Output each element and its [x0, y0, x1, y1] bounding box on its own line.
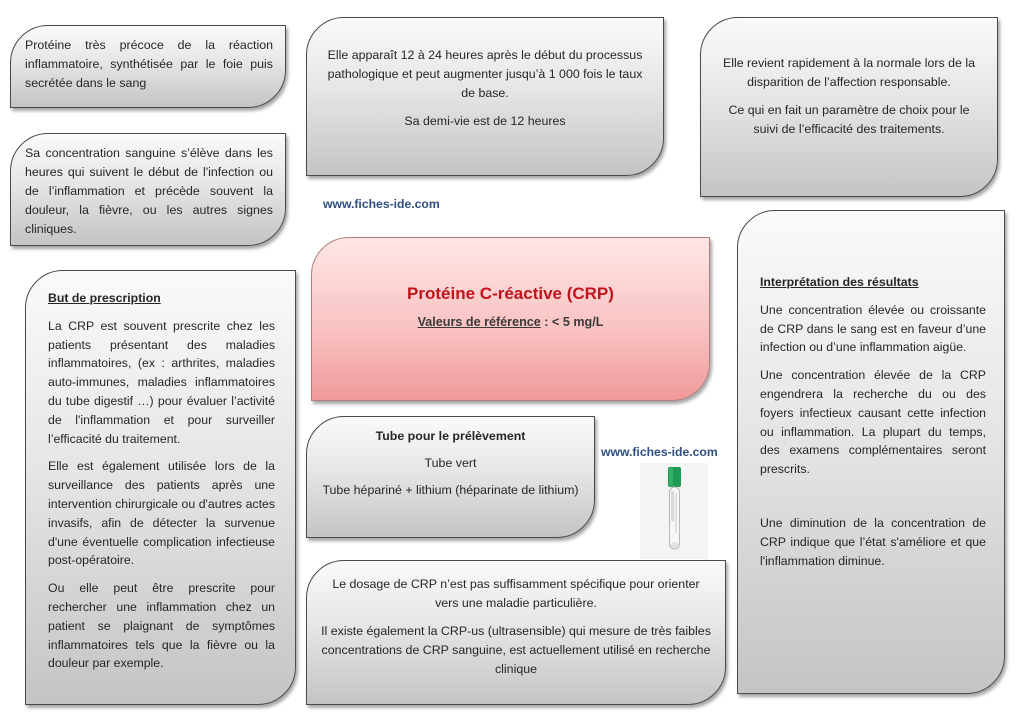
- tube-type: Tube hépariné + lithium (héparinate de lithium): [322, 483, 579, 497]
- interpretation-box: [737, 210, 1005, 694]
- fact-text: Ce qui en fait un paramètre de choix pour le suivi de l’efficacité des traitements.: [728, 103, 970, 136]
- reference-label: Valeurs de référence: [417, 315, 541, 329]
- tube-color: Tube vert: [424, 456, 477, 470]
- paragraph: Une concentration élevée ou croissante de CRP dans le sang est en faveur d’une infection ou d’une inflammation aigüe.: [760, 302, 986, 355]
- section-heading: But de prescription: [48, 291, 161, 305]
- paragraph: Ou elle peut être prescrite pour rechercher une inflammation chez un patient se plaignant de symptômes inflammatoires tels que la fièvre ou la douleur par exemple.: [48, 581, 275, 671]
- paragraph: Il existe également la CRP-us (ultrasensible) qui mesure de très faibles concentrations de CRP sanguine, est actuellement utilisé en recherche clinique: [321, 624, 711, 676]
- reference-values: [326, 313, 695, 332]
- tube-heading: Tube pour le prélèvement: [375, 429, 526, 443]
- reference-value: : < 5 mg/L: [540, 315, 604, 329]
- main-title-box: [311, 237, 710, 401]
- fact-text: Sa demi-vie est de 12 heures: [404, 114, 566, 128]
- fact-text: Protéine très précoce de la réaction inflammatoire, synthétisée par le foie puis secrétée dans le sang: [25, 38, 273, 90]
- section-heading: Interprétation des résultats: [760, 275, 919, 289]
- paragraph: Une concentration élevée de la CRP engendrera la recherche du ou des foyers infectieux causant cette infection ou inflammation. La plupart du temps, des examens complémentaires seront prescrits.: [760, 368, 986, 477]
- paragraph: Elle est également utilisée lors de la surveillance des patients après une intervention chirurgicale ou d'autres actes invasifs, afin de détecter la survenue d'une éventuelle complication infectieuse post-opératoire.: [48, 459, 275, 568]
- site-watermark: www.fiches-ide.com: [323, 197, 440, 211]
- site-watermark: www.fiches-ide.com: [601, 445, 718, 459]
- note-box: [306, 560, 726, 705]
- fact-box-appearance: [306, 17, 664, 176]
- blood-tube-icon: [640, 463, 708, 559]
- fact-text: Elle revient rapidement à la normale lors de la disparition de l’affection responsable.: [722, 56, 976, 89]
- fact-box-normalization: [700, 17, 998, 197]
- paragraph: La CRP est souvent prescrite chez les patients présentant des maladies inflammatoires, (ex : arthrites, maladies auto-immunes, maladies inflammatoires du tube digestif …) pour évaluer l’activité de l'inflammation et pour surveiller l’efficacité du traitement.: [48, 318, 275, 446]
- fact-text: Elle apparaît 12 à 24 heures après le début du processus pathologique et peut augmenter jusqu’à 1 000 fois le taux de base.: [327, 48, 643, 100]
- paragraph: Le dosage de CRP n’est pas suffisamment spécifique pour orienter vers une maladie particulière.: [332, 577, 700, 610]
- fact-text: Sa concentration sanguine s’élève dans les heures qui suivent le début de l'infection ou de l’inflammation et précède souvent la douleur, la fièvre, ou les autres signes cliniques.: [25, 146, 273, 236]
- tube-box: [306, 416, 595, 538]
- paragraph: Une diminution de la concentration de CRP indique que l’état s'améliore et que l'inflammation diminue.: [760, 515, 986, 568]
- prescription-box: [25, 270, 296, 705]
- fact-box-concentration: [10, 133, 286, 246]
- page-title: Protéine C-réactive (CRP): [407, 284, 614, 303]
- spacer: [760, 488, 986, 514]
- fact-box-early-protein: [10, 25, 286, 108]
